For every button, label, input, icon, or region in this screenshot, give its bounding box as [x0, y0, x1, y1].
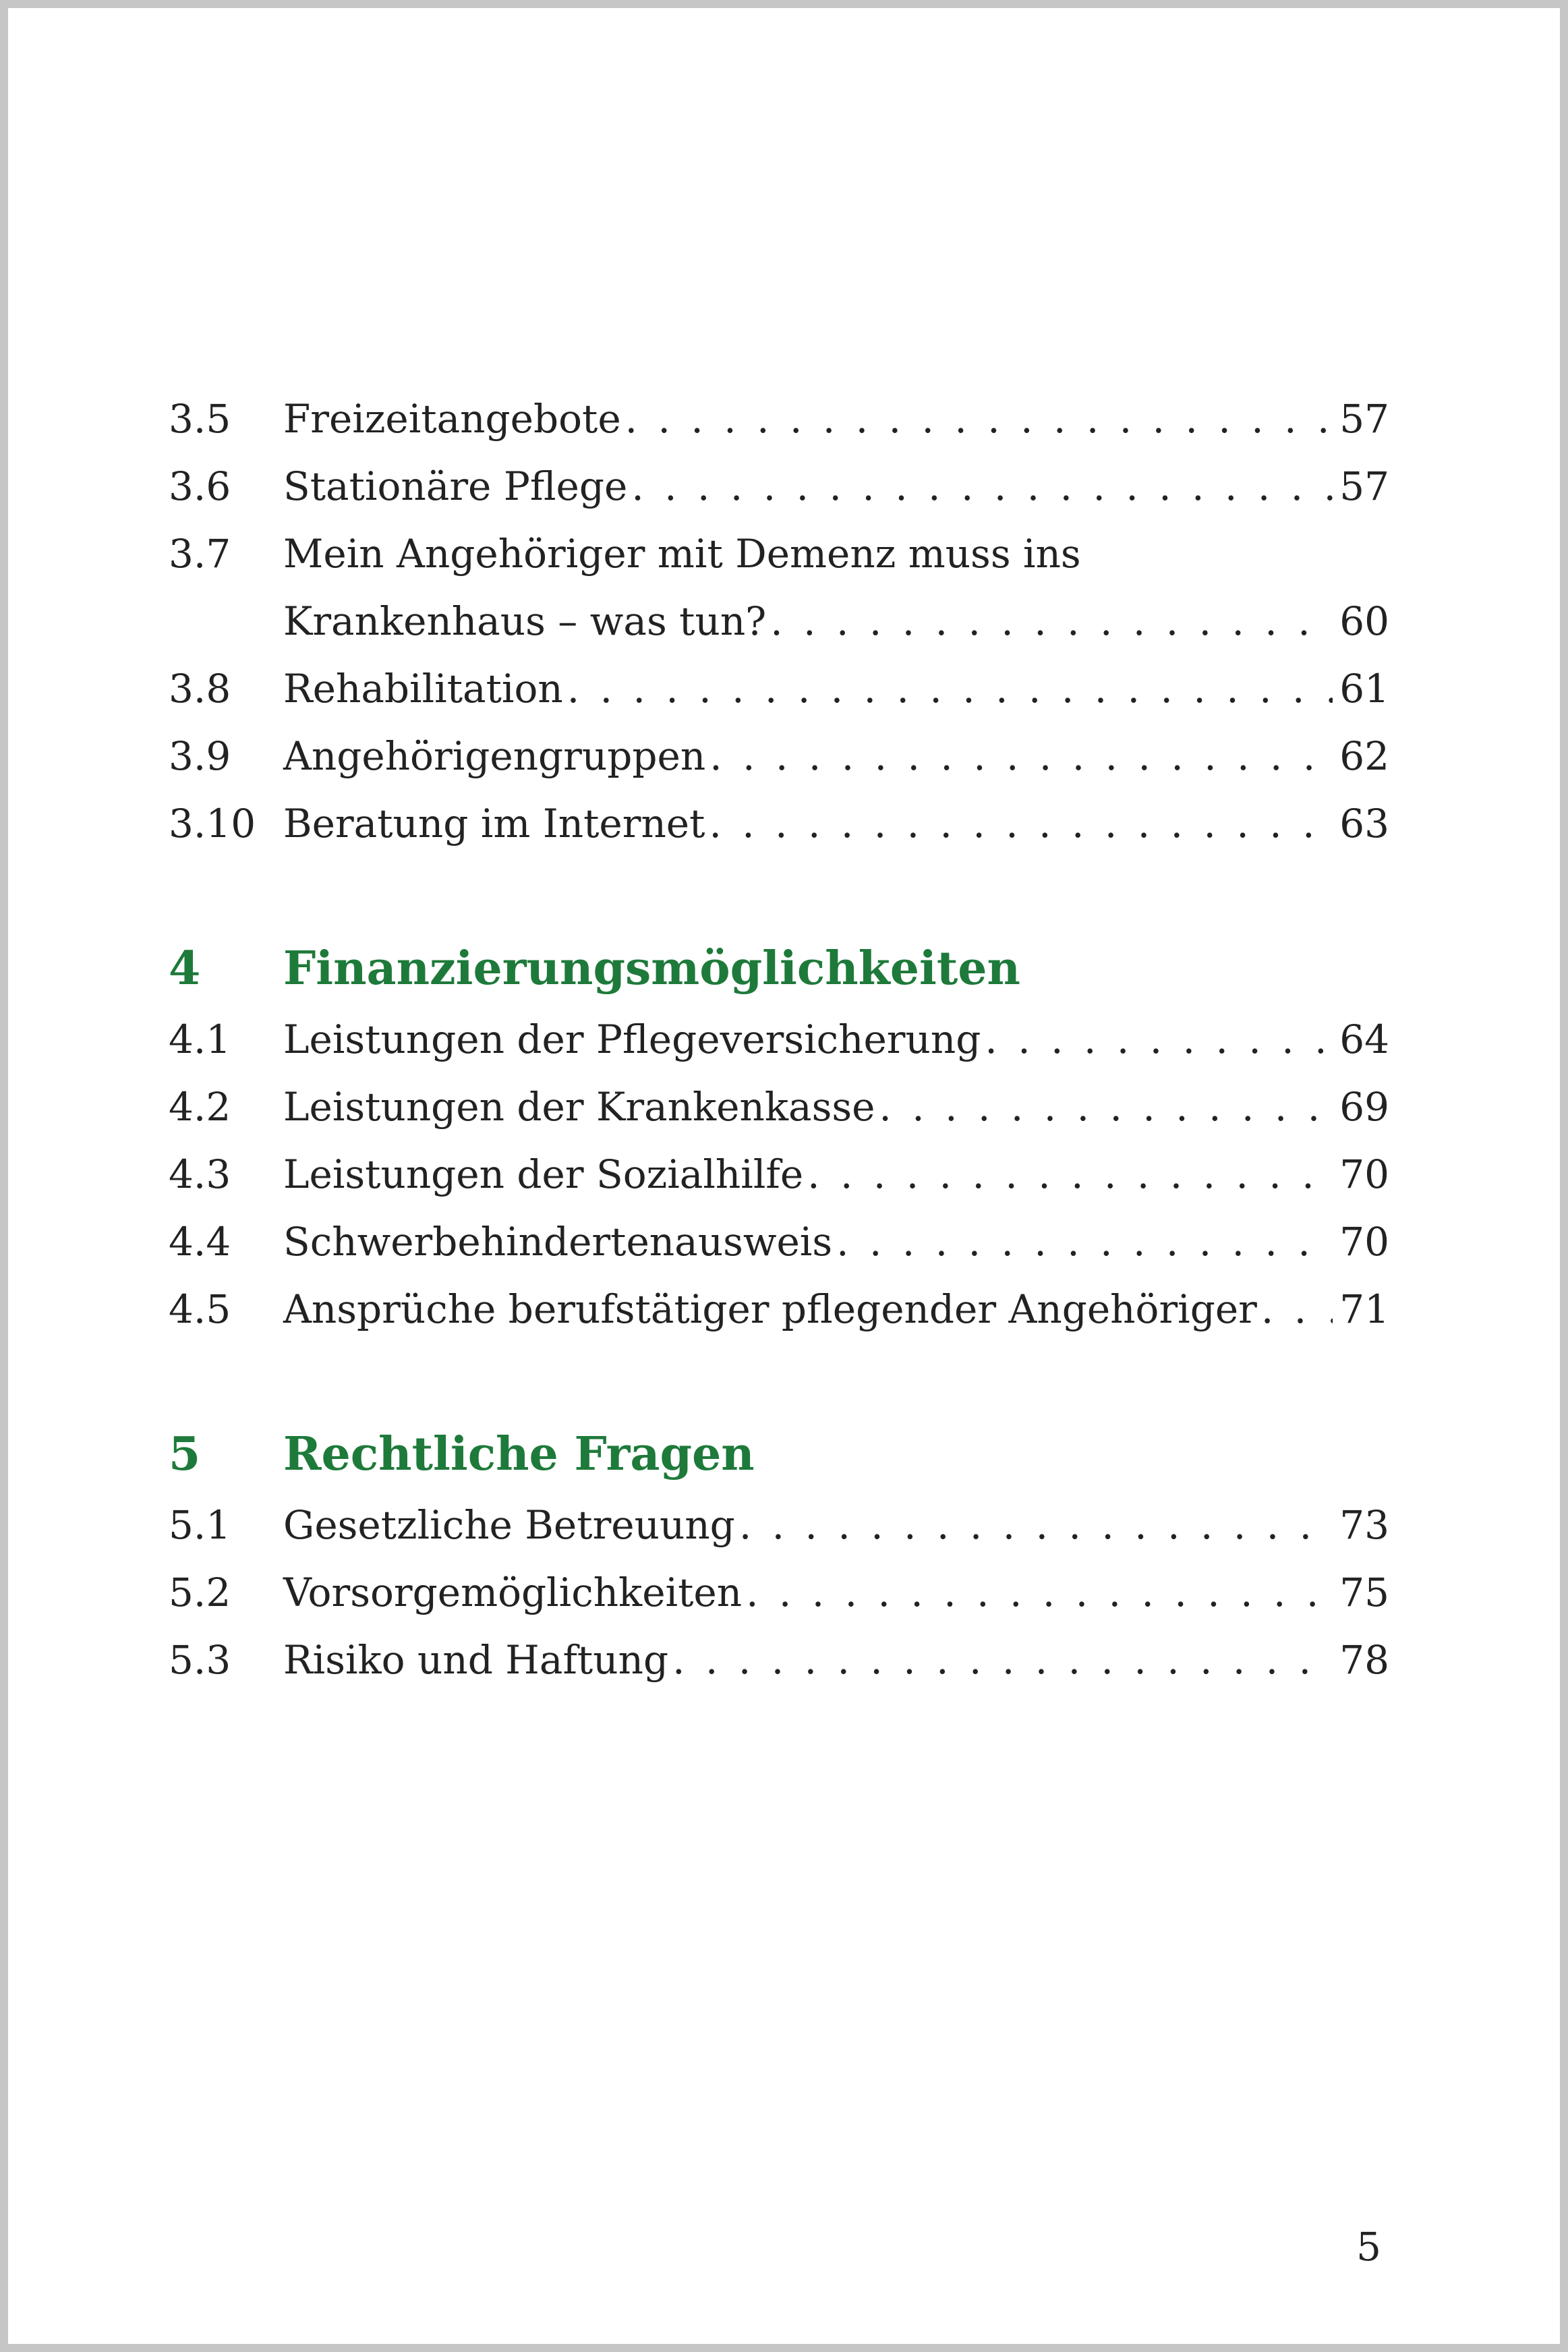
- toc-entry-title: Freizeitangebote: [283, 396, 621, 442]
- toc-entry-3-7[interactable]: [169, 507, 1389, 575]
- dot-leader: [672, 1640, 1333, 1680]
- toc-entry-4-5[interactable]: [169, 1263, 1389, 1330]
- table-of-contents: [169, 372, 1389, 1681]
- page-number: 5: [1356, 2224, 1381, 2270]
- toc-entry-page: 62: [1339, 733, 1389, 779]
- dot-leader: [807, 1155, 1333, 1194]
- toc-entry-title: Stationäre Pflege: [283, 463, 628, 509]
- toc-entry-page: 61: [1339, 666, 1389, 712]
- toc-entry-4-4[interactable]: [169, 1195, 1389, 1263]
- spacer: [169, 1330, 1389, 1404]
- dot-leader: [836, 1222, 1333, 1261]
- toc-entry-title: Risiko und Haftung: [283, 1637, 669, 1683]
- dot-leader: [709, 737, 1333, 776]
- toc-entry-title: Leistungen der Krankenkasse: [283, 1084, 875, 1130]
- toc-entry-number: 3.8: [169, 666, 231, 712]
- toc-entry-page: 69: [1339, 1084, 1389, 1130]
- toc-entry-page: 70: [1339, 1151, 1389, 1197]
- toc-entry-title: Leistungen der Pflegeversicherung: [283, 1016, 981, 1062]
- toc-entry-number: 4.1: [169, 1016, 231, 1062]
- toc-entry-number: 5.1: [169, 1502, 231, 1548]
- toc-entry-title-continued: Krankenhaus – was tun?: [283, 598, 767, 644]
- chapter-title: Finanzierungsmöglichkeiten: [283, 942, 1020, 996]
- toc-entry-page: 60: [1339, 598, 1389, 644]
- chapter-title: Rechtliche Fragen: [283, 1427, 755, 1481]
- dot-leader: [746, 1573, 1333, 1612]
- toc-entry-3-6[interactable]: [169, 440, 1389, 507]
- dot-leader: [567, 669, 1333, 708]
- toc-entry-3-5[interactable]: [169, 372, 1389, 440]
- toc-entry-3-7-continued[interactable]: [169, 575, 1389, 642]
- toc-entry-title: Mein Angehöriger mit Demenz muss ins: [283, 531, 1081, 577]
- dot-leader: [709, 804, 1333, 843]
- toc-entry-title: Leistungen der Sozialhilfe: [283, 1151, 804, 1197]
- chapter-number: 4: [169, 942, 201, 996]
- toc-entry-page: 57: [1339, 463, 1389, 509]
- toc-entry-page: 71: [1339, 1286, 1389, 1332]
- toc-entry-page: 64: [1339, 1016, 1389, 1062]
- dot-leader: [625, 399, 1333, 438]
- toc-entry-number: 3.10: [169, 801, 256, 847]
- toc-entry-page: 75: [1339, 1570, 1389, 1615]
- toc-entry-number: 5.2: [169, 1570, 231, 1615]
- toc-entry-number: 3.9: [169, 733, 231, 779]
- toc-entry-number: 4.3: [169, 1151, 231, 1197]
- toc-entry-number: 5.3: [169, 1637, 231, 1683]
- toc-entry-5-3[interactable]: [169, 1613, 1389, 1681]
- toc-entry-title: Ansprüche berufstätiger pflegender Angehöriger: [283, 1286, 1257, 1332]
- chapter-heading-5[interactable]: [169, 1404, 1389, 1479]
- dot-leader: [1261, 1290, 1333, 1329]
- dot-leader: [739, 1505, 1333, 1545]
- toc-entry-number: 3.5: [169, 396, 231, 442]
- dot-leader: [631, 467, 1333, 506]
- toc-entry-4-1[interactable]: [169, 993, 1389, 1060]
- dot-leader: [879, 1087, 1333, 1126]
- toc-entry-title: Beratung im Internet: [283, 801, 705, 847]
- toc-entry-number: 4.2: [169, 1084, 231, 1130]
- toc-entry-3-8[interactable]: [169, 642, 1389, 710]
- toc-entry-title: Vorsorgemöglichkeiten: [283, 1570, 743, 1615]
- toc-entry-number: 3.7: [169, 531, 231, 577]
- toc-entry-4-2[interactable]: [169, 1060, 1389, 1128]
- toc-entry-4-3[interactable]: [169, 1128, 1389, 1195]
- chapter-heading-4[interactable]: [169, 919, 1389, 996]
- spacer: [169, 844, 1389, 919]
- toc-entry-page: 78: [1339, 1637, 1389, 1683]
- toc-entry-page: 70: [1339, 1219, 1389, 1265]
- toc-entry-number: 3.6: [169, 463, 231, 509]
- toc-entry-5-1[interactable]: [169, 1479, 1389, 1546]
- toc-entry-5-2[interactable]: [169, 1546, 1389, 1613]
- chapter-number: 5: [169, 1427, 201, 1481]
- dot-leader: [985, 1020, 1333, 1059]
- toc-entry-title: Gesetzliche Betreuung: [283, 1502, 735, 1548]
- toc-entry-title: Rehabilitation: [283, 666, 563, 712]
- toc-entry-title: Schwerbehindertenausweis: [283, 1219, 833, 1265]
- toc-entry-3-9[interactable]: [169, 710, 1389, 777]
- toc-entry-number: 4.5: [169, 1286, 231, 1332]
- toc-entry-page: 63: [1339, 801, 1389, 847]
- toc-entry-number: 4.4: [169, 1219, 231, 1265]
- toc-entry-3-10[interactable]: [169, 777, 1389, 847]
- dot-leader: [770, 602, 1333, 641]
- toc-entry-title: Angehörigengruppen: [283, 733, 706, 779]
- toc-entry-page: 73: [1339, 1502, 1389, 1548]
- toc-entry-page: 57: [1339, 396, 1389, 442]
